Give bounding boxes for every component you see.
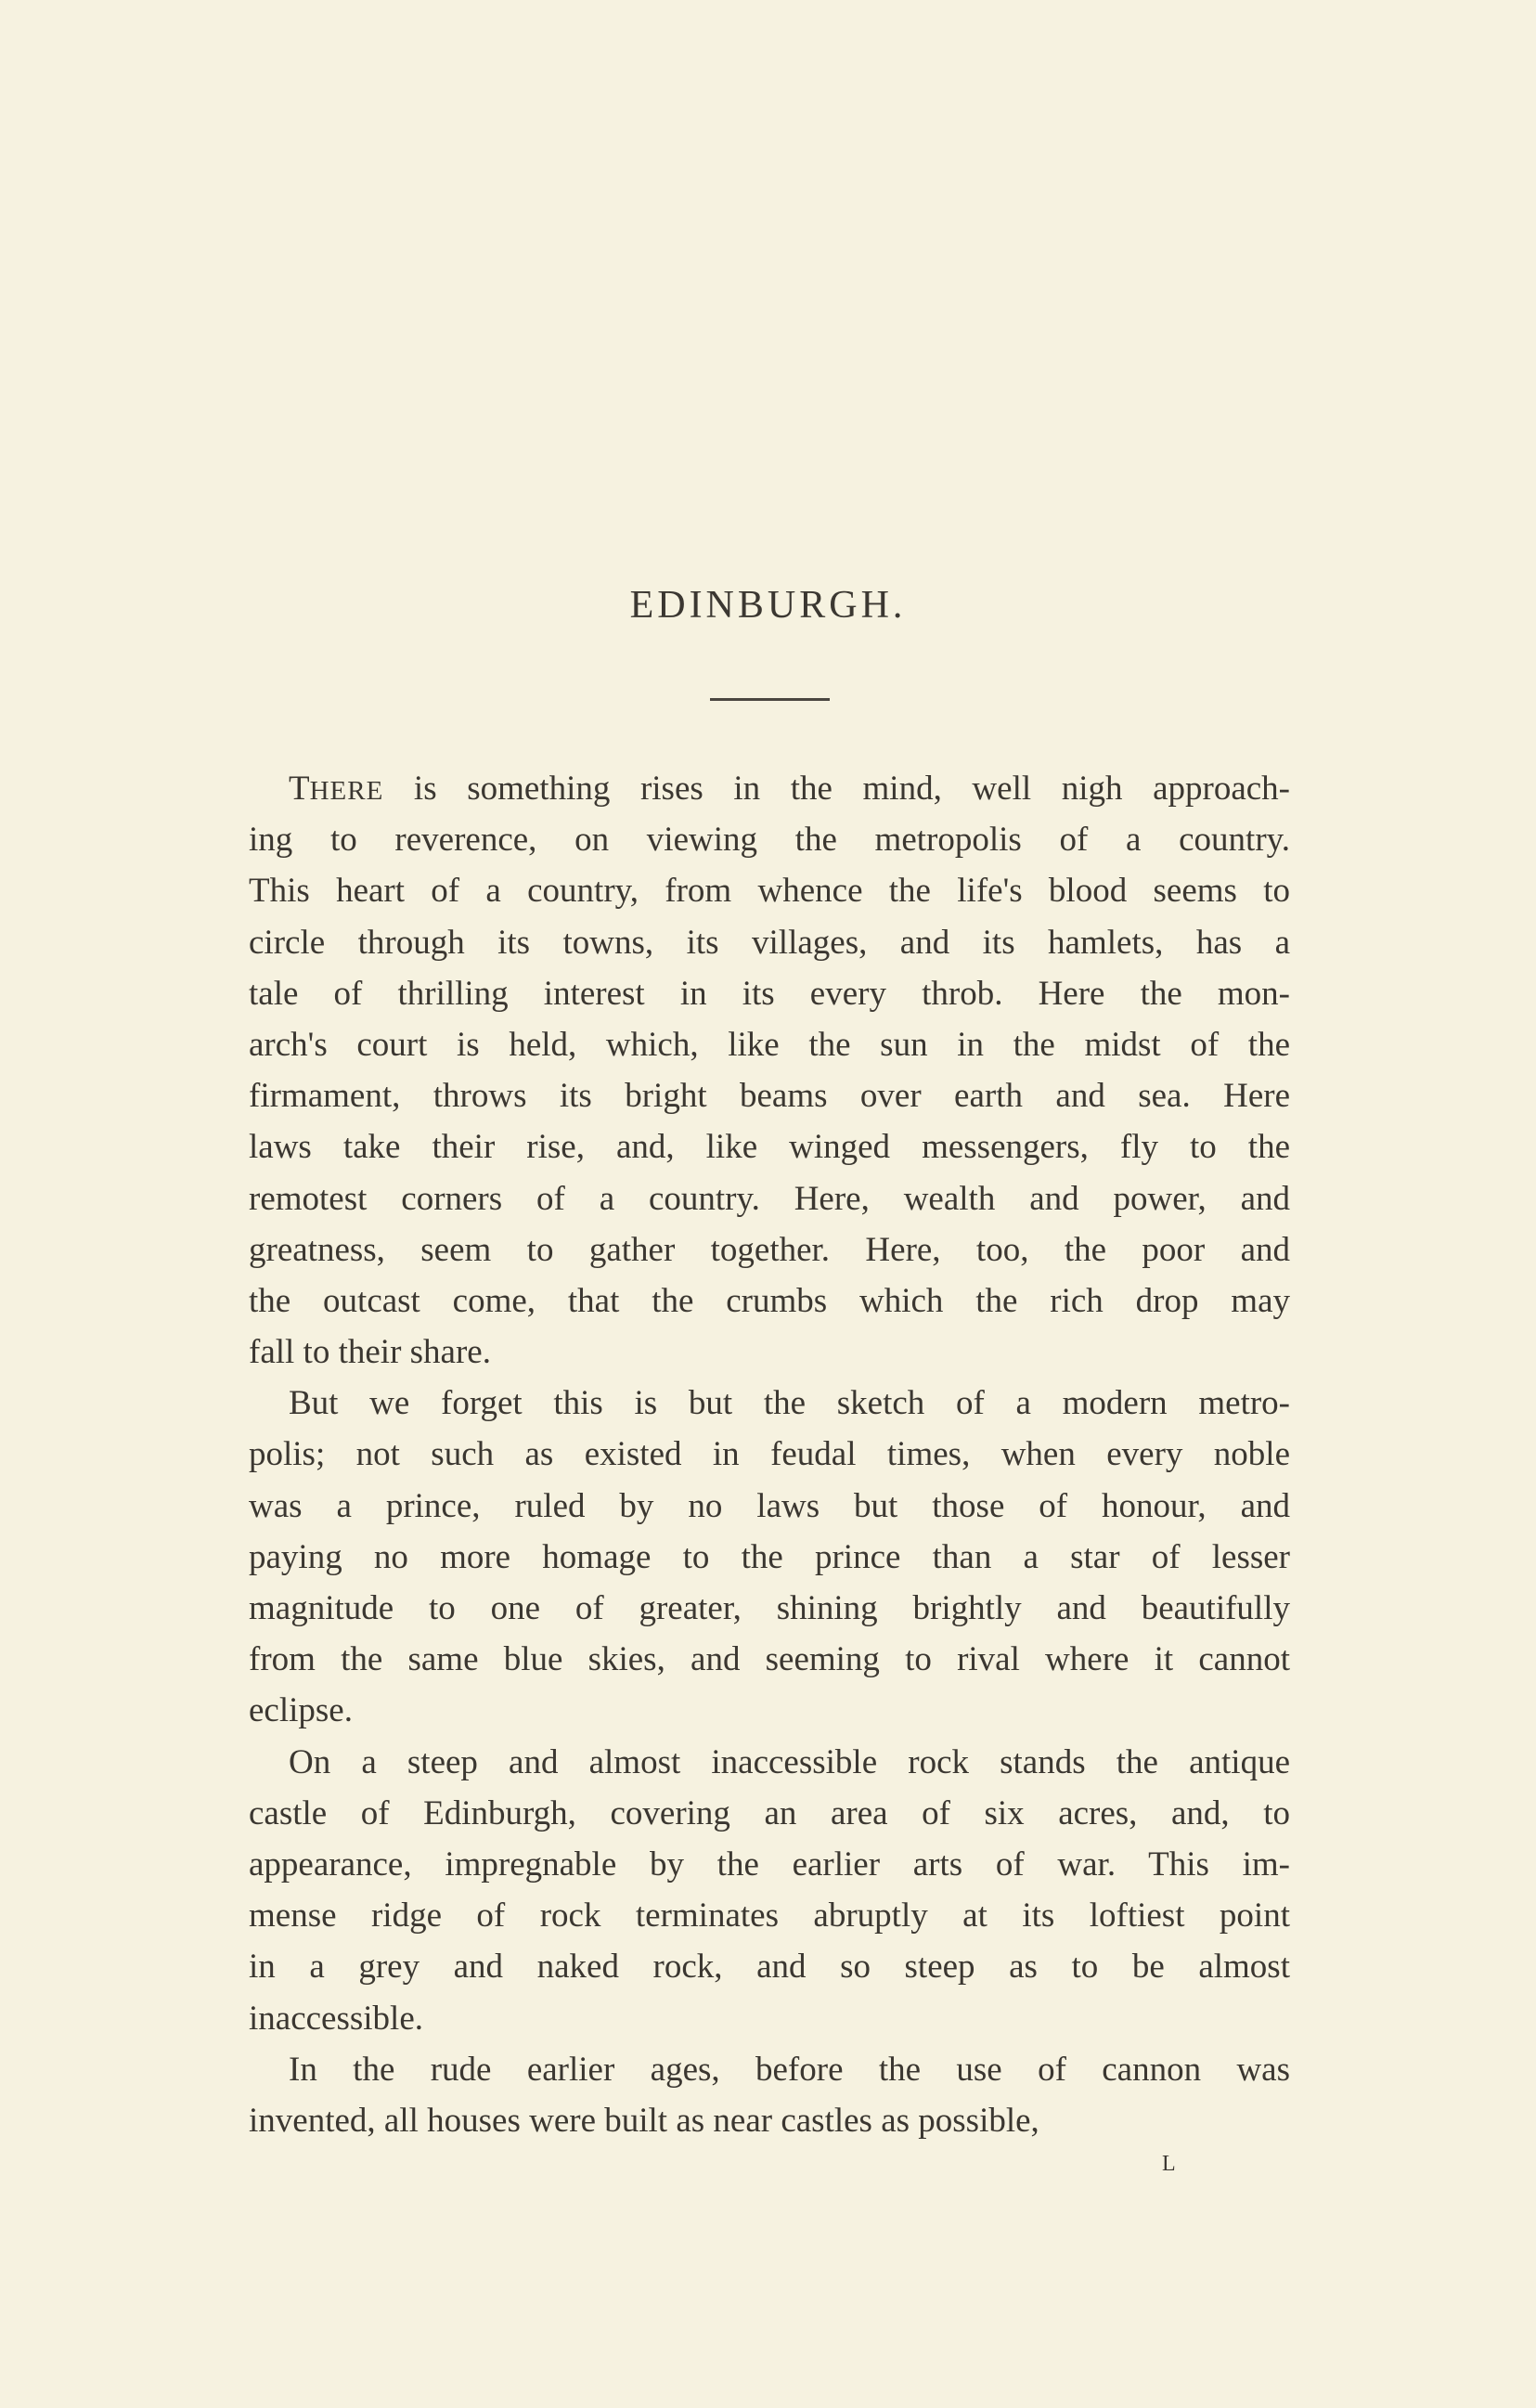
text-line: On a steep and almost inaccessible rock stands the antique <box>289 1742 1290 1781</box>
drop-word-small-caps: HERE <box>309 776 384 806</box>
line-text: is something rises in the mind, well nigh approach- <box>383 770 1290 808</box>
text-line: appearance, impregnable by the earlier arts of war. This im- <box>249 1845 1290 1884</box>
title-rule-divider <box>710 698 830 701</box>
text-line: greatness, seem to gather together. Here, too, the poor and <box>249 1230 1290 1269</box>
text-line: eclipse. <box>249 1691 353 1730</box>
text-line: arch's court is held, which, like the sun in the midst of the <box>249 1025 1290 1064</box>
text-line: was a prince, ruled by no laws but those of honour, and <box>249 1486 1290 1525</box>
text-line: mense ridge of rock terminates abruptly at its loftiest point <box>249 1897 1290 1935</box>
text-line: fall to their share. <box>249 1333 491 1372</box>
text-line: magnitude to one of greater, shining brightly and beautifully <box>249 1589 1290 1627</box>
text-line: polis; not such as existed in feudal times, when every noble <box>249 1435 1290 1474</box>
text-line: circle through its towns, its villages, and its hamlets, has a <box>249 923 1290 962</box>
text-line <box>249 763 1290 814</box>
text-line: firmament, throws its bright beams over earth and sea. Here <box>249 1077 1290 1116</box>
text-line: paying no more homage to the prince than a star of lesser <box>249 1537 1290 1576</box>
text-line: But we forget this is but the sketch of a modern metro- <box>289 1384 1290 1423</box>
text-line: tale of thrilling interest in its every throb. Here the mon- <box>249 974 1290 1013</box>
text-line: invented, all houses were built as near castles as possible, <box>249 2101 1039 2140</box>
text-line: laws take their rise, and, like winged messengers, fly to the <box>249 1128 1290 1167</box>
text-line: the outcast come, that the crumbs which the rich drop may <box>249 1281 1290 1320</box>
text-line: in a grey and naked rock, and so steep as to be almost <box>249 1948 1290 1987</box>
signature-mark: L <box>1162 2152 1176 2176</box>
text-line: ing to reverence, on viewing the metropolis of a country. <box>249 821 1290 860</box>
drop-word-initial: T <box>289 770 310 808</box>
text-line: castle of Edinburgh, covering an area of six acres, and, to <box>249 1793 1290 1832</box>
body-text <box>249 763 1290 2146</box>
text-line: remotest corners of a country. Here, wealth and power, and <box>249 1179 1290 1218</box>
chapter-title: EDINBURGH. <box>629 584 907 627</box>
text-line: inaccessible. <box>249 1999 423 2038</box>
text-line: In the rude earlier ages, before the use of cannon was <box>289 2050 1290 2089</box>
text-line: This heart of a country, from whence the life's blood seems to <box>249 872 1290 911</box>
text-line: from the same blue skies, and seeming to rival where it cannot <box>249 1640 1290 1679</box>
